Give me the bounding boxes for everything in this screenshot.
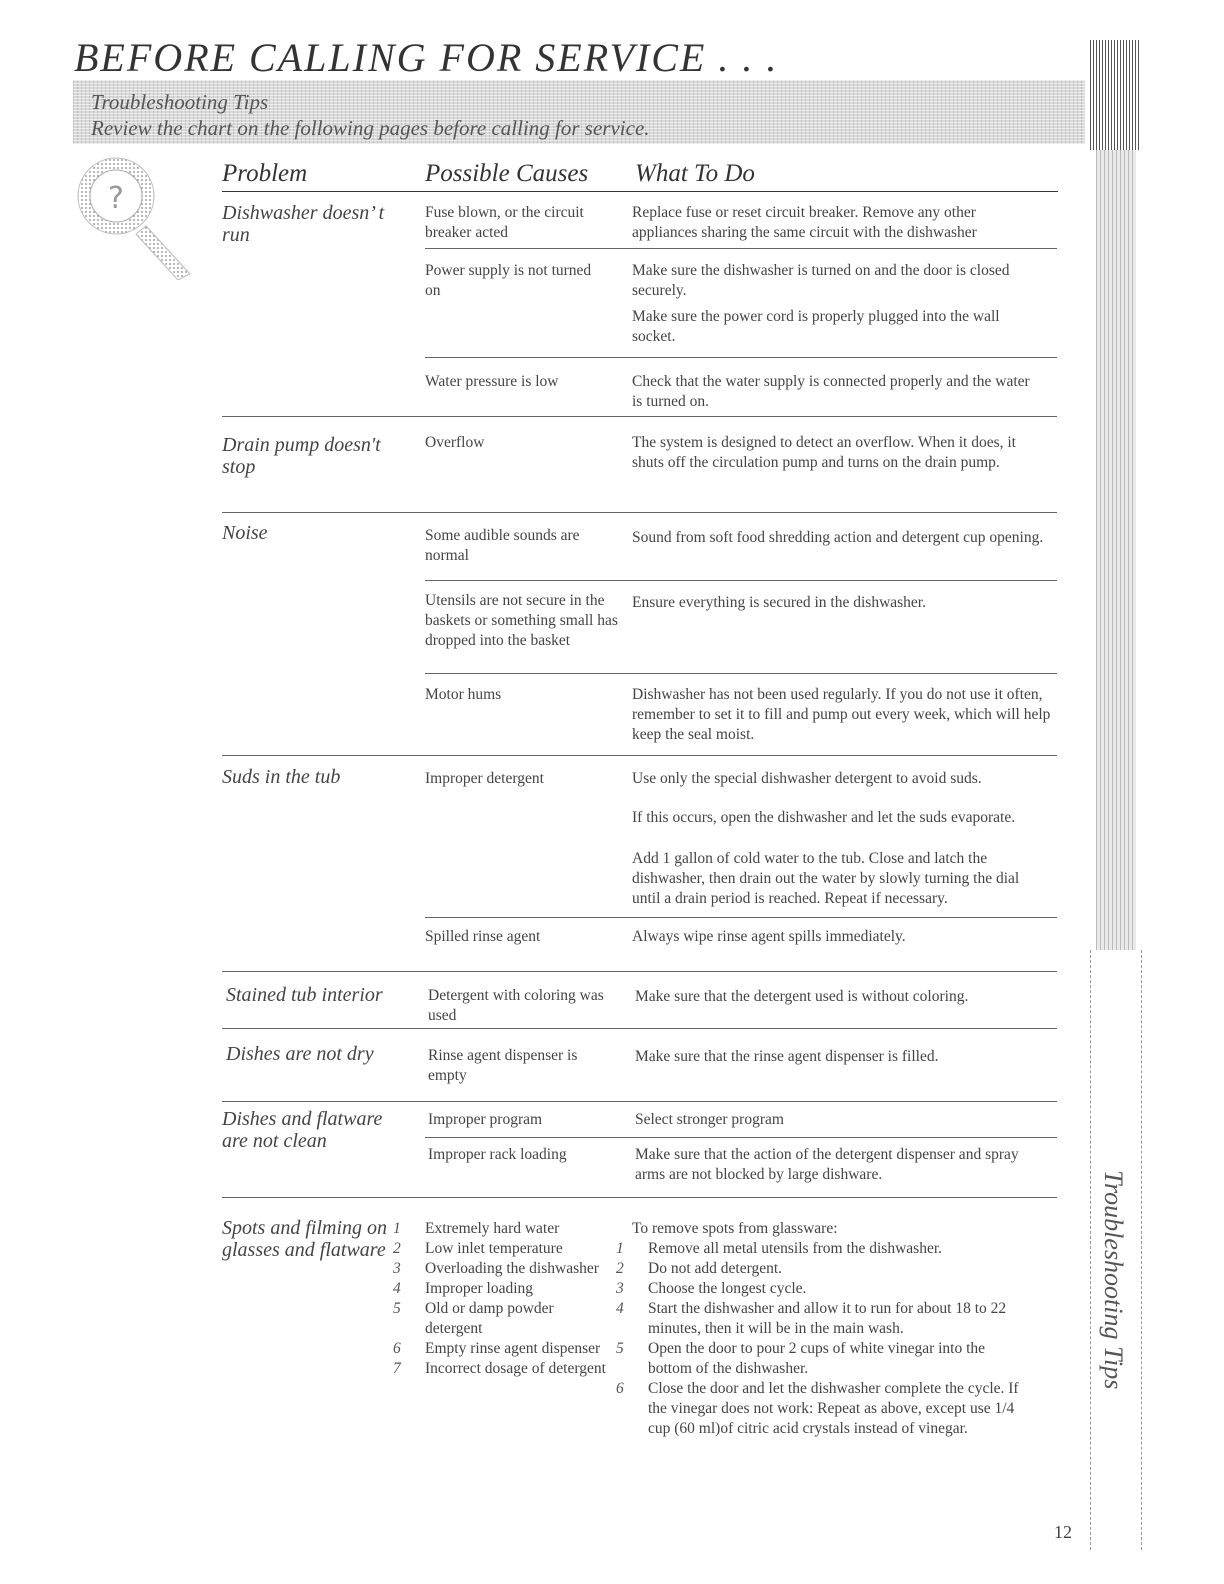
list-text: Empty rinse agent dispenser bbox=[425, 1340, 601, 1357]
cause-text: Fuse blown, or the circuit breaker acted bbox=[425, 204, 584, 241]
solution-text: If this occurs, open the dishwasher and let the suds evaporate. bbox=[632, 809, 1016, 826]
list-item bbox=[393, 1219, 609, 1239]
problem-not-clean: Dishes and flatware are not clean bbox=[222, 1108, 383, 1152]
solution-text: Dishwasher has not been used regularly. If you do not use it often, remember to set it to fill and pump out every week, which will help keep the seal moist. bbox=[632, 686, 1051, 743]
side-stripes bbox=[1090, 40, 1140, 150]
section-divider bbox=[222, 1028, 1057, 1029]
list-item bbox=[616, 1239, 1022, 1259]
problem-stained-tub: Stained tub interior bbox=[226, 984, 383, 1006]
list-text: Improper loading bbox=[425, 1280, 534, 1297]
column-header-todo: What To Do bbox=[635, 160, 755, 187]
section-divider bbox=[222, 512, 1057, 513]
cause-text: Spilled rinse agent bbox=[425, 928, 541, 945]
solution-text: To remove spots from glassware: bbox=[632, 1220, 838, 1237]
side-tab-label: Troubleshooting Tips bbox=[1099, 1170, 1128, 1390]
cause-text: Improper rack loading bbox=[428, 1146, 567, 1163]
list-number: 6 bbox=[393, 1340, 401, 1357]
section-divider bbox=[222, 416, 1057, 417]
list-number: 7 bbox=[393, 1360, 401, 1377]
cause-text: Water pressure is low bbox=[425, 373, 559, 390]
cause-text: Some audible sounds are normal bbox=[425, 527, 580, 564]
list-number: 1 bbox=[616, 1240, 624, 1257]
problem-spots-filming: Spots and filming on glasses and flatware bbox=[222, 1217, 388, 1261]
problem-noise: Noise bbox=[222, 522, 268, 544]
list-item bbox=[393, 1239, 609, 1259]
list-text: Choose the longest cycle. bbox=[648, 1280, 807, 1297]
row-divider bbox=[425, 917, 1057, 918]
row-divider bbox=[425, 1137, 1057, 1138]
list-text: Incorrect dosage of detergent bbox=[425, 1360, 606, 1377]
list-number: 2 bbox=[616, 1260, 624, 1277]
list-text: Old or damp powder detergent bbox=[425, 1300, 554, 1337]
banner-heading: Troubleshooting Tips bbox=[91, 90, 269, 114]
magnifier-question-icon bbox=[64, 150, 204, 280]
solution-text: Sound from soft food shredding action and detergent cup opening. bbox=[632, 529, 1044, 546]
cause-text: Motor hums bbox=[425, 686, 502, 703]
list-item bbox=[616, 1259, 1022, 1279]
solution-text: Always wipe rinse agent spills immediately. bbox=[632, 928, 906, 945]
list-number: 3 bbox=[393, 1260, 401, 1277]
list-item bbox=[616, 1299, 1022, 1339]
cause-text: Detergent with coloring was used bbox=[428, 987, 604, 1024]
solution-text: Make sure the power cord is properly plugged into the wall socket. bbox=[632, 308, 1000, 345]
list-item bbox=[616, 1379, 1022, 1439]
list-number: 5 bbox=[393, 1300, 401, 1317]
list-item bbox=[393, 1259, 609, 1279]
solution-text: Make sure that the rinse agent dispenser is filled. bbox=[635, 1048, 939, 1065]
list-text: Overloading the dishwasher bbox=[425, 1260, 599, 1277]
header-divider bbox=[222, 191, 1058, 192]
causes-list bbox=[393, 1219, 609, 1379]
list-text: Low inlet temperature bbox=[425, 1240, 563, 1257]
list-text: Do not add detergent. bbox=[648, 1260, 783, 1277]
list-item bbox=[393, 1339, 609, 1359]
list-item bbox=[393, 1279, 609, 1299]
list-item bbox=[393, 1359, 609, 1379]
row-divider bbox=[425, 673, 1057, 674]
list-text: Start the dishwasher and allow it to run for about 18 to 22 minutes, then it will be in the main wash. bbox=[648, 1300, 1007, 1337]
section-divider bbox=[222, 755, 1057, 756]
list-text: Open the door to pour 2 cups of white vinegar into the bottom of the dishwasher. bbox=[648, 1340, 986, 1377]
solution-text: Make sure that the detergent used is without coloring. bbox=[635, 988, 969, 1005]
list-text: Remove all metal utensils from the dishwasher. bbox=[648, 1240, 943, 1257]
solution-text: Ensure everything is secured in the dishwasher. bbox=[632, 594, 926, 611]
solution-text: Add 1 gallon of cold water to the tub. Close and latch the dishwasher, then drain out the water by slowly turning the dial until a drain period is reached. Repeat if necessary. bbox=[632, 850, 1020, 907]
problem-suds: Suds in the tub bbox=[222, 766, 341, 788]
cause-text: Rinse agent dispenser is empty bbox=[428, 1047, 578, 1084]
list-number: 4 bbox=[616, 1300, 624, 1317]
cause-text: Utensils are not secure in the baskets or something small has dropped into the basket bbox=[425, 592, 618, 649]
list-number: 4 bbox=[393, 1280, 401, 1297]
list-number: 6 bbox=[616, 1380, 624, 1397]
list-item bbox=[616, 1339, 1022, 1379]
page-title: BEFORE CALLING FOR SERVICE . . . bbox=[74, 35, 779, 80]
list-text: Close the door and let the dishwasher complete the cycle. If the vinegar does not work: Repeat as above, except use 1/4 cup (60 ml)of citric acid crystals instead of vinegar. bbox=[648, 1380, 1019, 1437]
solution-text: Replace fuse or reset circuit breaker. Remove any other appliances sharing the same circuit with the dishwasher bbox=[632, 204, 977, 241]
column-header-causes: Possible Causes bbox=[425, 160, 589, 187]
solution-text: Use only the special dishwasher detergent to avoid suds. bbox=[632, 770, 982, 787]
list-item bbox=[393, 1299, 609, 1339]
page-number: 12 bbox=[1054, 1522, 1072, 1542]
solution-text: Make sure that the action of the detergent dispenser and spray arms are not blocked by large dishware. bbox=[635, 1146, 1019, 1183]
section-divider bbox=[222, 1101, 1057, 1102]
banner-subheading: Review the chart on the following pages before calling for service. bbox=[91, 116, 650, 140]
solution-text: Check that the water supply is connected properly and the water is turned on. bbox=[632, 373, 1030, 410]
solution-text: Select stronger program bbox=[635, 1111, 784, 1128]
cause-text: Overflow bbox=[425, 434, 485, 451]
list-number: 5 bbox=[616, 1340, 624, 1357]
list-text: Extremely hard water bbox=[425, 1220, 560, 1237]
column-header-problem: Problem bbox=[222, 160, 308, 187]
list-item bbox=[616, 1279, 1022, 1299]
list-number: 3 bbox=[616, 1280, 624, 1297]
list-number: 1 bbox=[393, 1220, 401, 1237]
problem-dishwasher-doesnt-run: Dishwasher doesn’ t run bbox=[222, 202, 385, 246]
cause-text: Improper detergent bbox=[425, 770, 544, 787]
section-divider bbox=[222, 971, 1057, 972]
section-divider bbox=[222, 1197, 1057, 1198]
svg-text:?: ? bbox=[108, 181, 124, 216]
cause-text: Improper program bbox=[428, 1111, 543, 1128]
section-banner bbox=[73, 80, 1085, 144]
side-section-tabs bbox=[1096, 150, 1136, 950]
cause-text: Power supply is not turned on bbox=[425, 262, 592, 299]
solution-text: Make sure the dishwasher is turned on and the door is closed securely. bbox=[632, 262, 1010, 299]
solution-text: The system is designed to detect an overflow. When it does, it shuts off the circulation pump and turns on the drain pump. bbox=[632, 434, 1016, 471]
list-number: 2 bbox=[393, 1240, 401, 1257]
problem-dishes-not-dry: Dishes are not dry bbox=[226, 1043, 374, 1065]
row-divider bbox=[425, 580, 1057, 581]
steps-list bbox=[616, 1239, 1022, 1439]
row-divider bbox=[425, 248, 1057, 249]
problem-drain-pump: Drain pump doesn't stop bbox=[222, 434, 381, 478]
row-divider bbox=[425, 357, 1057, 358]
